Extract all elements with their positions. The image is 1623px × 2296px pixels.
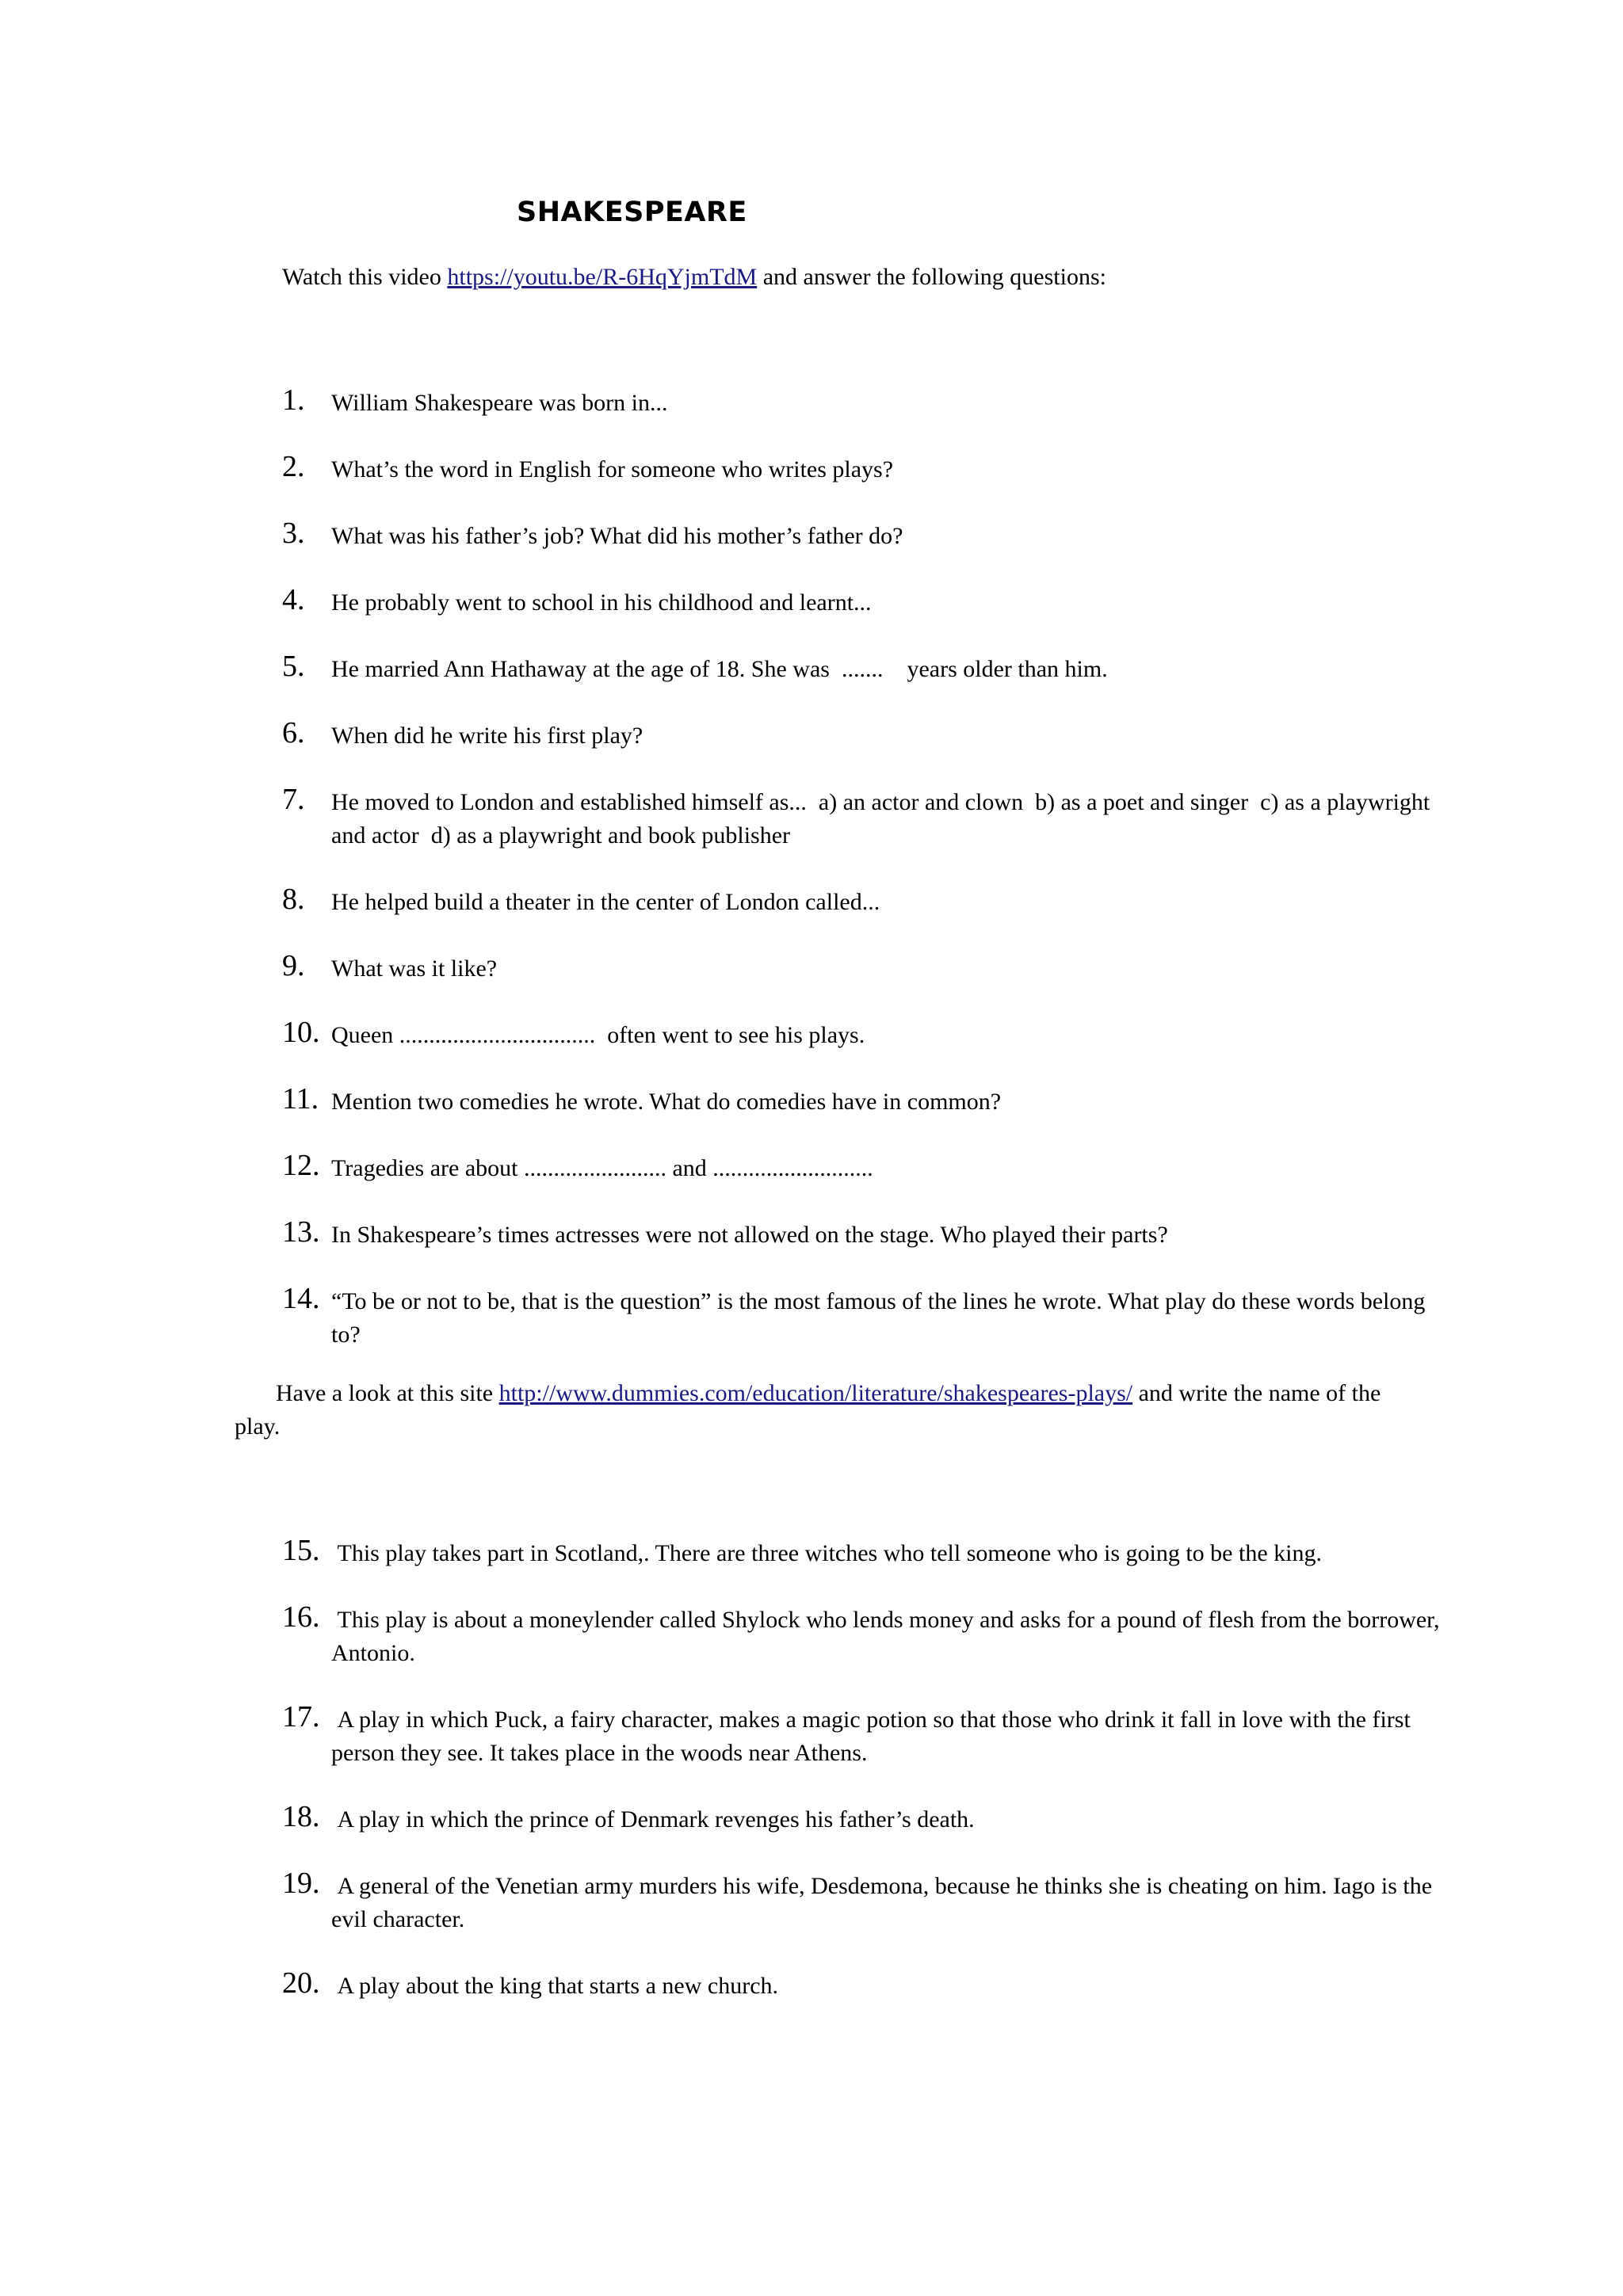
- question-text: When did he write his first play?: [331, 723, 643, 749]
- question-number: 8.: [282, 883, 305, 916]
- question-number: 16.: [282, 1600, 320, 1634]
- question-number: 19.: [282, 1867, 320, 1900]
- site-text-after: and write the name of the play.: [235, 1380, 1381, 1440]
- video-link[interactable]: https://youtu.be/R-6HqYjmTdM: [447, 264, 758, 290]
- intro-paragraph: [282, 261, 1106, 293]
- question-number: 14.: [282, 1282, 320, 1315]
- question-text: “To be or not to be, that is the question” is the most famous of the lines he wrote. What play do these words belong to?: [331, 1288, 1426, 1348]
- intro-text-before: Watch this video: [282, 264, 448, 290]
- question-number: 17.: [282, 1700, 320, 1733]
- question-text: He probably went to school in his childhood and learnt...: [331, 589, 872, 616]
- question-number: 11.: [282, 1082, 319, 1116]
- question-text: A play in which the prince of Denmark revenges his father’s death.: [331, 1806, 975, 1833]
- question-text: A play about the king that starts a new church.: [331, 1973, 779, 1999]
- question-number: 1.: [282, 383, 305, 417]
- question-text: This play takes part in Scotland,. There are three witches who tell someone who is going to be the king.: [331, 1540, 1322, 1566]
- question-text: This play is about a moneylender called Shylock who lends money and asks for a pound of flesh from the borrower, Antonio.: [331, 1607, 1445, 1666]
- question-number: 9.: [282, 949, 305, 982]
- question-text: What’s the word in English for someone who writes plays?: [331, 456, 894, 482]
- question-text: A play in which Puck, a fairy character, makes a magic potion so that those who drink it fall in love with the first person they see. It takes place in the woods near Athens.: [331, 1707, 1417, 1766]
- site-text-before: Have a look at this site: [276, 1380, 499, 1406]
- question-text: Tragedies are about ........................ and ...........................: [331, 1155, 873, 1181]
- intro-text-after: and answer the following questions:: [757, 264, 1106, 290]
- question-number: 4.: [282, 583, 305, 616]
- question-text: He moved to London and established himself as... a) an actor and clown b) as a poet and singer c) as a playwright and actor d) as a playwright and book publisher: [331, 789, 1436, 849]
- question-text: A general of the Venetian army murders his wife, Desdemona, because he thinks she is cheating on him. Iago is the evil character.: [331, 1873, 1438, 1932]
- question-number: 5.: [282, 650, 305, 683]
- question-number: 18.: [282, 1800, 320, 1833]
- question-number: 3.: [282, 517, 305, 550]
- question-text: What was his father’s job? What did his mother’s father do?: [331, 523, 903, 549]
- question-text: In Shakespeare’s times actresses were not allowed on the stage. Who played their parts?: [331, 1222, 1168, 1248]
- question-number: 15.: [282, 1534, 320, 1567]
- question-number: 2.: [282, 450, 305, 483]
- page-title: SHAKESPEARE: [517, 196, 747, 228]
- question-number: 13.: [282, 1215, 320, 1249]
- question-number: 20.: [282, 1966, 320, 2000]
- question-text: He helped build a theater in the center of London called...: [331, 889, 880, 915]
- question-text: What was it like?: [331, 955, 498, 982]
- question-number: 12.: [282, 1149, 320, 1182]
- question-text: Mention two comedies he wrote. What do comedies have in common?: [331, 1089, 1002, 1115]
- question-text: He married Ann Hathaway at the age of 18. She was ....... years older than him.: [331, 656, 1108, 682]
- site-instructions-paragraph: [235, 1377, 1393, 1444]
- question-text: Queen ................................. often went to see his plays.: [331, 1022, 865, 1048]
- question-text: William Shakespeare was born in...: [331, 390, 668, 416]
- question-number: 7.: [282, 783, 305, 816]
- dummies-link[interactable]: http://www.dummies.com/education/literature/shakespeares-plays/: [498, 1380, 1133, 1406]
- question-number: 6.: [282, 716, 305, 749]
- question-number: 10.: [282, 1016, 320, 1049]
